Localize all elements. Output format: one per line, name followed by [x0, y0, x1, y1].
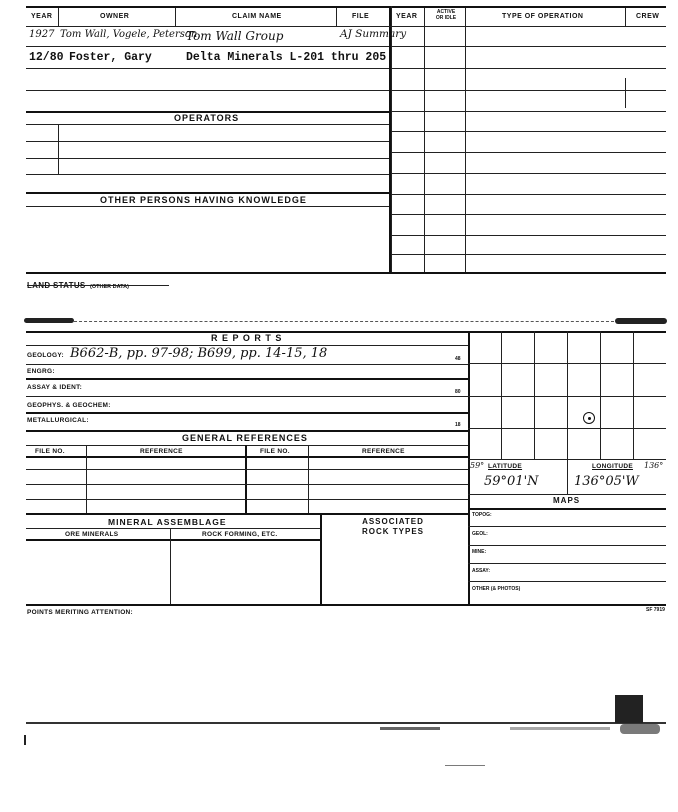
- table-top-border: [26, 6, 666, 8]
- associated-rock-types: ASSOCIATED ROCK TYPES: [361, 517, 424, 536]
- header-owner: OWNER: [100, 13, 130, 20]
- ref-col-file-no-1: FILE NO.: [35, 448, 65, 455]
- header-crew: CREW: [636, 13, 660, 20]
- general-references-title: GENERAL REFERENCES: [182, 433, 308, 443]
- row-rule: [26, 206, 389, 207]
- grid-h: [468, 545, 666, 546]
- grid-h: [468, 526, 666, 527]
- grid-h: [468, 563, 666, 564]
- grid-v: [600, 331, 601, 459]
- geophys-label: GEOPHYS. & GEOCHEM:: [27, 402, 111, 409]
- row-rule: [391, 68, 666, 69]
- header-rule: [26, 26, 666, 27]
- scan-mark: [24, 318, 74, 323]
- row-rule: [26, 499, 468, 500]
- maps-assay: ASSAY:: [472, 568, 491, 574]
- ref-col-reference-2: REFERENCE: [362, 448, 405, 455]
- operators-heading: OPERATORS: [174, 113, 240, 123]
- maps-mine: MINE:: [472, 549, 487, 555]
- header-year: YEAR: [31, 13, 53, 20]
- row-rule: [391, 235, 666, 236]
- row-rule: [391, 254, 666, 255]
- assay-label: ASSAY & IDENT:: [27, 384, 83, 391]
- metallurgical-num: 18: [455, 422, 461, 428]
- latitude-label: LATITUDE: [488, 463, 523, 470]
- header-claim-name: CLAIM NAME: [232, 13, 282, 20]
- land-status-text: LAND STATUS: [27, 281, 86, 290]
- row-rule: [26, 539, 320, 541]
- row-rule: [26, 158, 389, 159]
- scan-mark: [615, 318, 667, 324]
- grid-v: [501, 331, 502, 459]
- row-rule: [391, 214, 666, 215]
- metallurgical-label: METALLURGICAL:: [27, 417, 89, 424]
- lon-prefix: 136°: [644, 461, 664, 470]
- other-persons-heading: OTHER PERSONS HAVING KNOWLEDGE: [100, 195, 307, 205]
- scan-mark: [24, 735, 26, 745]
- grid-h: [468, 494, 666, 495]
- rock-forming-header: ROCK FORMING, ETC.: [202, 531, 278, 538]
- header-sep: [625, 8, 626, 26]
- row-rule: [26, 528, 320, 529]
- owner-row-2-year: 12/80: [29, 51, 64, 64]
- row-rule: [26, 46, 389, 47]
- mineral-sep: [320, 513, 322, 604]
- row-rule: [26, 513, 468, 515]
- engrg-label: ENGRG:: [27, 368, 55, 375]
- ref-sep: [308, 445, 309, 513]
- maps-title: MAPS: [553, 496, 581, 505]
- owner-row-1-file: AJ Summary: [340, 28, 407, 40]
- location-marker-icon: [583, 412, 595, 424]
- row-rule: [391, 152, 666, 153]
- reports-title: R E P O R T S: [211, 333, 283, 343]
- latitude-value: 59°01'N: [484, 474, 539, 489]
- ref-sep: [86, 445, 87, 513]
- header-sep: [175, 8, 176, 26]
- owner-row-1-owner: Tom Wall, Vogele, Peterson: [60, 29, 198, 40]
- row-rule: [26, 378, 468, 380]
- assay-num: 80: [455, 389, 461, 395]
- maps-other: OTHER (& PHOTOS): [472, 586, 521, 592]
- lat-prefix: 59°: [470, 461, 485, 470]
- mineral-assemblage-title: MINERAL ASSEMBLAGE: [108, 517, 227, 527]
- points-meriting-attention: POINTS MERITING ATTENTION:: [27, 609, 134, 616]
- row-rule: [26, 469, 468, 470]
- scan-mark: [445, 765, 485, 766]
- grid-h: [468, 581, 666, 582]
- scan-mark: [380, 727, 440, 730]
- ref-sep: [245, 445, 247, 513]
- reports-bottom-border: [26, 604, 666, 606]
- longitude-label: LONGITUDE: [592, 463, 633, 470]
- owner-row-2-claim: Delta Minerals L-201 thru 205: [186, 51, 387, 64]
- row-rule: [26, 174, 389, 175]
- geology-num: 48: [455, 356, 461, 362]
- scan-mark: [510, 727, 610, 730]
- table-bottom-border: [26, 272, 666, 274]
- ref-col-file-no-2: FILE NO.: [260, 448, 290, 455]
- row-rule: [26, 396, 468, 397]
- geology-label: GEOLOGY:: [27, 352, 64, 359]
- header-file: FILE: [352, 13, 370, 20]
- owner-row-1-year: 1927: [29, 29, 55, 40]
- header-active-idle: ACTIVE OR IDLE: [435, 9, 457, 21]
- row-rule: [26, 90, 389, 91]
- row-rule: [391, 46, 666, 47]
- op-sep: [58, 124, 59, 174]
- owner-row-2-owner: Foster, Gary: [69, 51, 152, 64]
- reports-top-border: [26, 331, 666, 333]
- row-rule: [26, 445, 468, 446]
- owner-row-1-claim: Tom Wall Group: [186, 29, 284, 43]
- header-type-of-operation: TYPE OF OPERATION: [502, 13, 584, 20]
- header-sep: [58, 8, 59, 26]
- maps-geol: GEOL:: [472, 531, 488, 537]
- grid-h: [468, 508, 666, 510]
- scan-mark: [615, 695, 643, 723]
- row-rule: [26, 456, 468, 458]
- grid-h: [468, 396, 666, 397]
- row-rule: [391, 111, 666, 112]
- form-number: SF 7919: [646, 607, 665, 613]
- grid-v: [567, 331, 568, 459]
- scan-mark: [620, 724, 660, 734]
- row-rule: [26, 412, 468, 414]
- fold-line: [74, 321, 614, 322]
- col-sep: [465, 8, 466, 272]
- land-status-sub: (OTHER DATA): [90, 284, 129, 290]
- ore-minerals-header: ORE MINERALS: [65, 531, 119, 538]
- grid-h: [468, 428, 666, 429]
- row-rule: [391, 194, 666, 195]
- mineral-sep: [170, 528, 171, 604]
- col-sep: [424, 8, 425, 272]
- row-rule: [26, 141, 389, 142]
- row-rule: [26, 430, 468, 432]
- land-status-label: [27, 275, 129, 293]
- row-rule: [26, 364, 468, 365]
- grid-v: [633, 331, 634, 459]
- row-rule: [26, 68, 389, 69]
- grid-v: [534, 331, 535, 459]
- other-persons-rule: [26, 192, 389, 194]
- fold-line-bottom: [26, 722, 666, 724]
- ref-col-reference-1: REFERENCE: [140, 448, 183, 455]
- grid-h: [468, 363, 666, 364]
- row-rule: [26, 124, 389, 125]
- row-rule: [26, 484, 468, 485]
- geology-value: B662-B, pp. 97-98; B699, pp. 14-15, 18: [70, 346, 328, 361]
- row-rule: [391, 173, 666, 174]
- header-sep: [336, 8, 337, 26]
- header-year-2: YEAR: [396, 13, 418, 20]
- row-rule: [391, 131, 666, 132]
- land-status-underline: [27, 285, 169, 286]
- longitude-value: 136°05'W: [574, 474, 639, 489]
- latlon-sep: [567, 459, 568, 494]
- crew-sep: [625, 78, 626, 108]
- maps-topog: TOPOG:: [472, 512, 492, 518]
